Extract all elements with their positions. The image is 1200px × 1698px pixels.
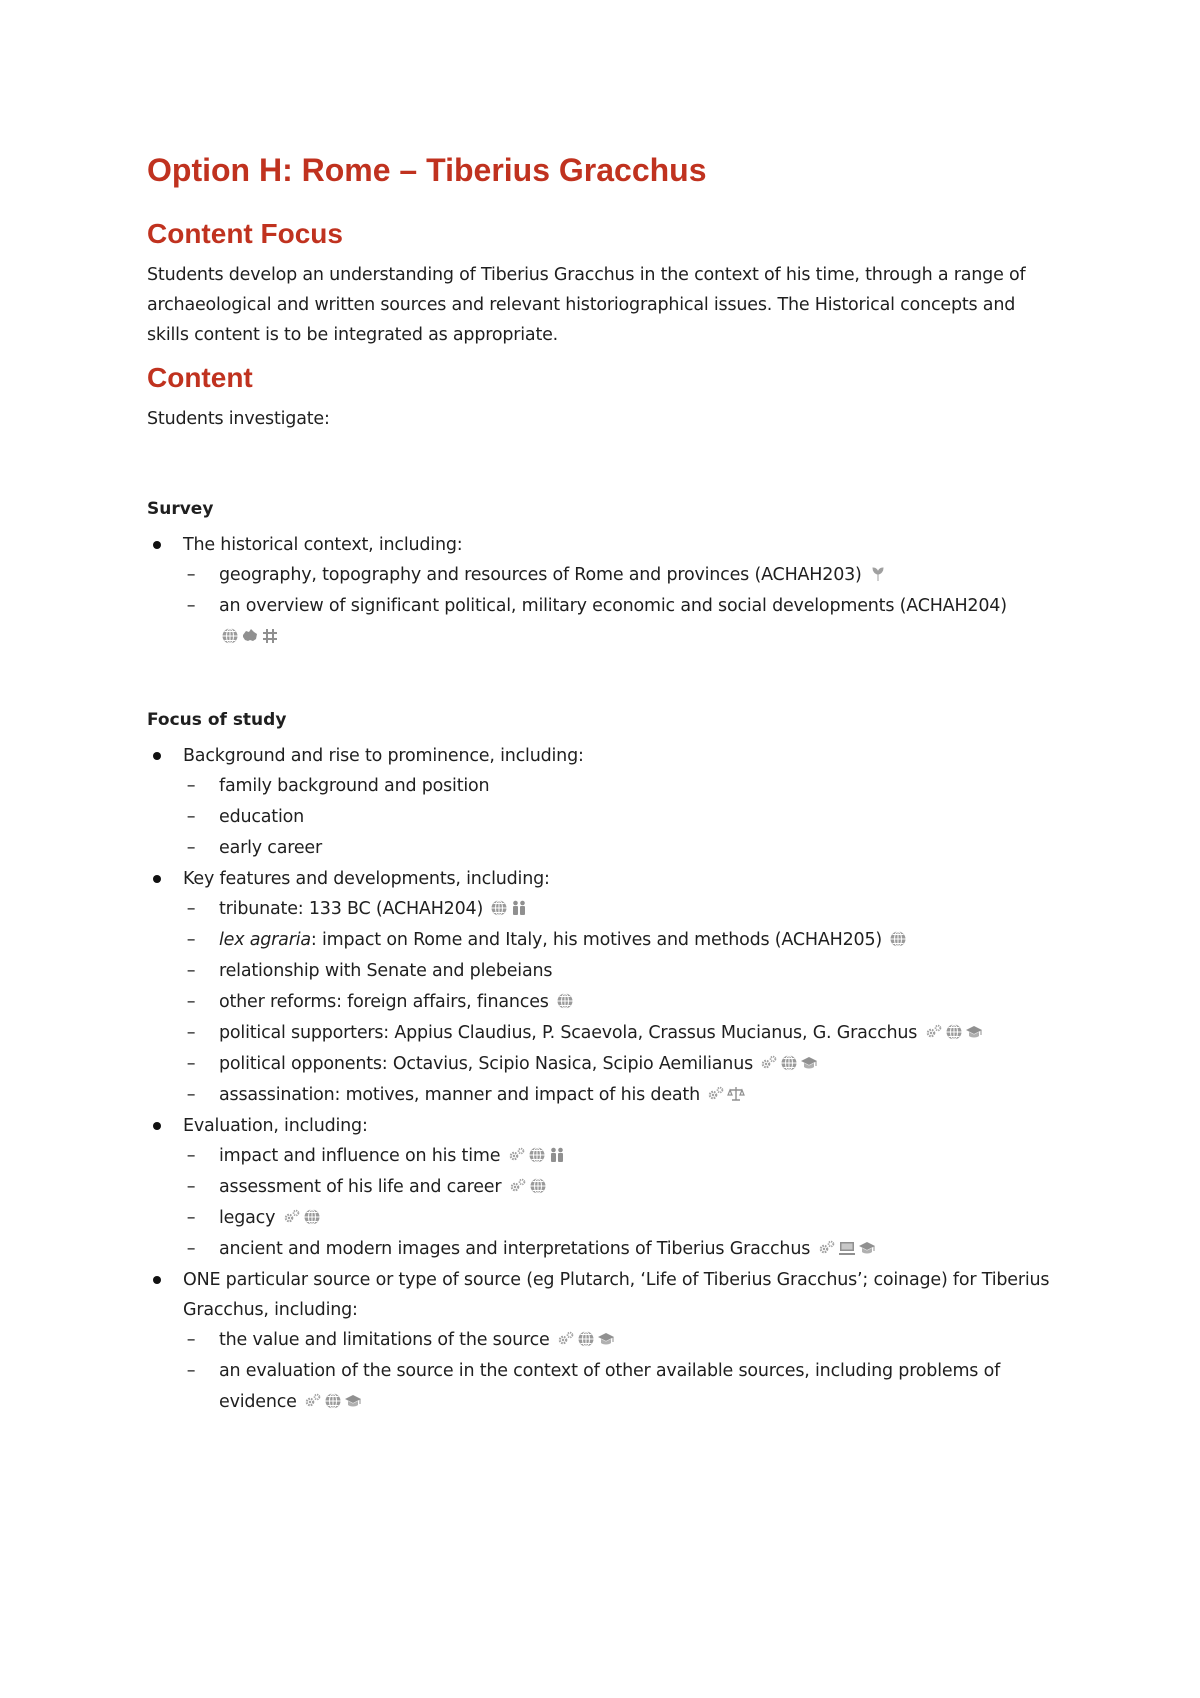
capability-icons bbox=[297, 1392, 362, 1412]
globe-icon bbox=[529, 1177, 547, 1195]
sub-item-text: geography, topography and resources of Rome and provinces (ACHAH203) bbox=[219, 565, 862, 585]
globe-icon bbox=[490, 899, 508, 917]
dash-marker: – bbox=[186, 961, 196, 981]
focus-list bbox=[147, 741, 1057, 1418]
people-icon bbox=[510, 899, 528, 917]
document-content bbox=[147, 140, 1057, 1418]
bullet-dot bbox=[153, 1276, 161, 1284]
focus-bullet-text: ONE particular source or type of source (eg Plutarch, ‘Life of Tiberius Gracchus’; coinage) for Tiberius Gracchus, including: bbox=[183, 1270, 1050, 1320]
focus-sub-item bbox=[183, 1018, 1057, 1049]
focus-sub-item bbox=[183, 1325, 1057, 1356]
focus-sub-item bbox=[183, 1080, 1057, 1111]
sub-item-text: relationship with Senate and plebeians bbox=[219, 961, 553, 981]
focus-bullet-text: Evaluation, including: bbox=[183, 1116, 368, 1136]
globe-icon bbox=[889, 930, 907, 948]
gears-icon bbox=[818, 1239, 836, 1257]
dash-marker: – bbox=[186, 1208, 196, 1228]
dash-marker: – bbox=[186, 838, 196, 858]
page-title: Option H: Rome – Tiberius Gracchus bbox=[147, 152, 707, 188]
bullet-dot bbox=[153, 1122, 161, 1130]
survey-sub-item bbox=[183, 560, 1057, 591]
sub-item-text: the value and limitations of the source bbox=[219, 1330, 550, 1350]
globe-icon bbox=[945, 1023, 963, 1041]
italic-term: lex agraria bbox=[219, 930, 311, 950]
focus-sub-list bbox=[183, 894, 1057, 1111]
dash-marker: – bbox=[186, 1330, 196, 1350]
content-focus-paragraph: Students develop an understanding of Tiberius Gracchus in the context of his time, through a range of archaeological and written sources and relevant historiographical issues. The Historical concepts and skills content is to be integrated as appropriate. bbox=[147, 265, 1026, 345]
bullet-dot bbox=[153, 752, 161, 760]
sub-item-text: education bbox=[219, 807, 305, 827]
capability-icons bbox=[483, 899, 528, 919]
gears-icon bbox=[925, 1023, 943, 1041]
capability-icons bbox=[550, 1330, 615, 1350]
focus-sub-list bbox=[183, 1325, 1057, 1418]
focus-sub-item bbox=[183, 1172, 1057, 1203]
sub-item-text: an overview of significant political, military economic and social developments (ACHAH204) bbox=[219, 596, 1007, 616]
capability-icons bbox=[882, 930, 907, 950]
dash-marker: – bbox=[186, 899, 196, 919]
survey-list bbox=[147, 530, 1057, 653]
sub-item-text: ancient and modern images and interpretations of Tiberius Gracchus bbox=[219, 1239, 811, 1259]
globe-icon bbox=[556, 992, 574, 1010]
survey-sub-item bbox=[183, 591, 1057, 653]
sub-item-text: an evaluation of the source in the context of other available sources, including problems of evidence bbox=[219, 1361, 1001, 1412]
content-heading: Content bbox=[147, 362, 253, 393]
content-intro: Students investigate: bbox=[147, 409, 330, 429]
scales-icon bbox=[727, 1085, 745, 1103]
sub-item-text: : impact on Rome and Italy, his motives and methods (ACHAH205) bbox=[310, 930, 883, 950]
sub-item-text: assassination: motives, manner and impact of his death bbox=[219, 1085, 700, 1105]
focus-bullet-item bbox=[147, 1265, 1057, 1418]
sub-item-text: political supporters: Appius Claudius, P. Scaevola, Crassus Mucianus, G. Gracchus bbox=[219, 1023, 918, 1043]
sub-item-text: legacy bbox=[219, 1208, 276, 1228]
focus-sub-list bbox=[183, 1141, 1057, 1265]
graduation-cap-icon bbox=[800, 1054, 818, 1072]
gears-icon bbox=[304, 1392, 322, 1410]
survey-sub-list bbox=[183, 560, 1057, 653]
capability-icons bbox=[862, 565, 887, 585]
gears-icon bbox=[707, 1085, 725, 1103]
focus-bullet-item bbox=[147, 864, 1057, 1111]
gears-icon bbox=[283, 1208, 301, 1226]
dash-marker: – bbox=[186, 1023, 196, 1043]
dash-marker: – bbox=[186, 1054, 196, 1074]
focus-sub-item bbox=[183, 833, 1057, 864]
dash-marker: – bbox=[186, 992, 196, 1012]
gears-icon bbox=[557, 1330, 575, 1348]
dash-marker: – bbox=[186, 565, 196, 585]
focus-bullet-text: Key features and developments, including: bbox=[183, 869, 550, 889]
graduation-cap-icon bbox=[344, 1392, 362, 1410]
capability-icons bbox=[500, 1146, 565, 1166]
bullet-dot bbox=[153, 541, 161, 549]
dash-marker: – bbox=[186, 596, 196, 616]
dash-marker: – bbox=[186, 1146, 196, 1166]
sub-item-text: family background and position bbox=[219, 776, 490, 796]
survey-bullet-item bbox=[147, 530, 1057, 653]
survey-bullet-text: The historical context, including: bbox=[183, 535, 463, 555]
focus-sub-list bbox=[183, 771, 1057, 864]
australia-icon bbox=[241, 627, 259, 645]
capability-icons bbox=[810, 1239, 875, 1259]
globe-icon bbox=[324, 1392, 342, 1410]
graduation-cap-icon bbox=[858, 1239, 876, 1257]
capability-icons bbox=[219, 627, 279, 647]
bullet-dot bbox=[153, 875, 161, 883]
people-icon bbox=[548, 1146, 566, 1164]
capability-icons bbox=[501, 1177, 546, 1197]
focus-bullet-item bbox=[147, 1111, 1057, 1265]
focus-bullet-text: Background and rise to prominence, including: bbox=[183, 746, 584, 766]
focus-heading: Focus of study bbox=[147, 710, 287, 730]
survey-heading: Survey bbox=[147, 499, 214, 519]
focus-sub-item bbox=[183, 987, 1057, 1018]
globe-icon bbox=[528, 1146, 546, 1164]
dash-marker: – bbox=[186, 1085, 196, 1105]
focus-sub-item bbox=[183, 802, 1057, 833]
globe-icon bbox=[221, 627, 239, 645]
capability-icons bbox=[275, 1208, 320, 1228]
dash-marker: – bbox=[186, 930, 196, 950]
sub-item-text: tribunate: 133 BC (ACHAH204) bbox=[219, 899, 484, 919]
sub-item-text: other reforms: foreign affairs, finances bbox=[219, 992, 549, 1012]
focus-sub-item bbox=[183, 1356, 1057, 1418]
focus-sub-item bbox=[183, 956, 1057, 987]
globe-icon bbox=[780, 1054, 798, 1072]
focus-bullet-item bbox=[147, 741, 1057, 864]
graduation-cap-icon bbox=[965, 1023, 983, 1041]
graduation-cap-icon bbox=[597, 1330, 615, 1348]
dash-marker: – bbox=[186, 1239, 196, 1259]
capability-icons bbox=[700, 1085, 745, 1105]
focus-sub-item bbox=[183, 1049, 1057, 1080]
focus-sub-item bbox=[183, 1141, 1057, 1172]
dash-marker: – bbox=[186, 776, 196, 796]
dash-marker: – bbox=[186, 1177, 196, 1197]
capability-icons bbox=[753, 1054, 818, 1074]
gears-icon bbox=[760, 1054, 778, 1072]
leaf-icon bbox=[869, 565, 887, 583]
dash-marker: – bbox=[186, 807, 196, 827]
focus-sub-item bbox=[183, 771, 1057, 802]
globe-icon bbox=[303, 1208, 321, 1226]
sub-item-text: political opponents: Octavius, Scipio Nasica, Scipio Aemilianus bbox=[219, 1054, 754, 1074]
content-focus-heading: Content Focus bbox=[147, 218, 343, 249]
sub-item-text: impact and influence on his time bbox=[219, 1146, 501, 1166]
focus-sub-item bbox=[183, 925, 1057, 956]
computer-icon bbox=[838, 1239, 856, 1257]
dash-marker: – bbox=[186, 1361, 196, 1381]
sub-item-text: assessment of his life and career bbox=[219, 1177, 502, 1197]
ethics-icon bbox=[261, 627, 279, 645]
focus-sub-item bbox=[183, 1234, 1057, 1265]
globe-icon bbox=[577, 1330, 595, 1348]
capability-icons bbox=[549, 992, 574, 1012]
focus-sub-item bbox=[183, 894, 1057, 925]
gears-icon bbox=[508, 1146, 526, 1164]
sub-item-text: early career bbox=[219, 838, 322, 858]
focus-sub-item bbox=[183, 1203, 1057, 1234]
gears-icon bbox=[509, 1177, 527, 1195]
capability-icons bbox=[917, 1023, 982, 1043]
